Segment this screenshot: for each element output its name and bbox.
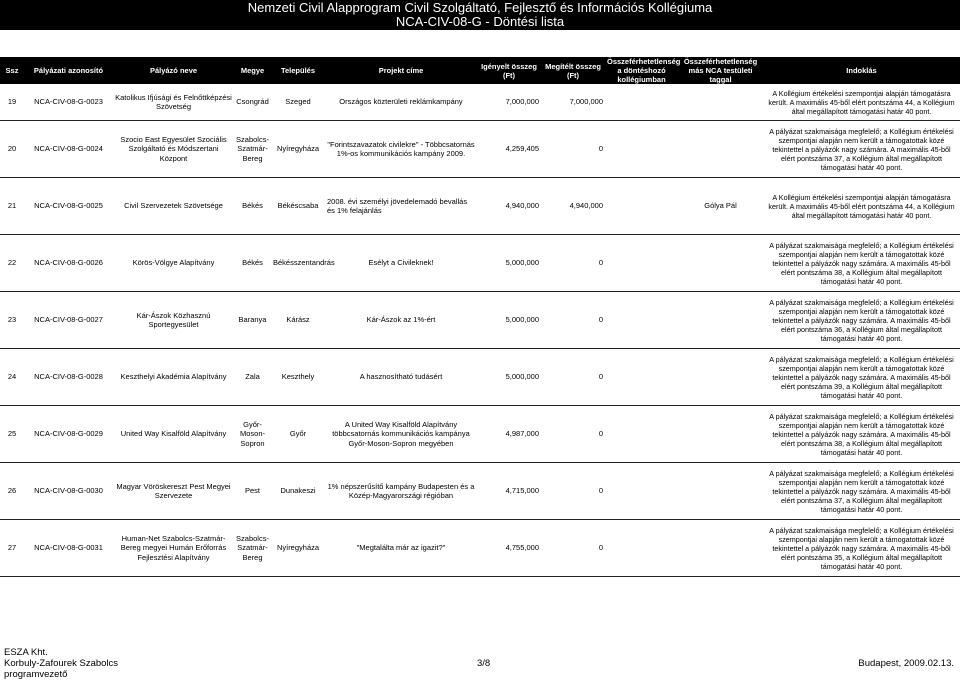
conflict-board-cell bbox=[605, 463, 678, 520]
column-header: Megítélt összeg (Ft) bbox=[541, 57, 605, 84]
table-row bbox=[0, 235, 960, 292]
county-cell: Szabolcs-Szatmár-Bereg bbox=[234, 520, 271, 577]
town-cell: Kárász bbox=[271, 292, 325, 349]
conflict-board-cell bbox=[605, 292, 678, 349]
conflict-other-cell bbox=[678, 406, 763, 463]
justification-cell: A pályázat szakmaisága megfelelő; a Kollégium értékelési szempontjai alapján nem került a támogatottak közé tekintettel a pályázók nagy számára. A maximális 45-ből elért pontszáma 37, a Kollégium által megállapított támogatási határ 40 pont. bbox=[763, 463, 960, 520]
conflict-other-cell: Gólya Pál bbox=[678, 178, 763, 235]
column-header: Igényelt összeg (Ft) bbox=[477, 57, 541, 84]
conflict-board-cell bbox=[605, 349, 678, 406]
table-row bbox=[0, 84, 960, 121]
project-cell: A hasznosítható tudásért bbox=[325, 349, 477, 406]
granted-amount-cell: 7,000,000 bbox=[541, 84, 605, 121]
table-row bbox=[0, 520, 960, 577]
town-cell: Dunakeszi bbox=[271, 463, 325, 520]
column-header: Település bbox=[271, 57, 325, 84]
decision-table bbox=[0, 57, 960, 577]
conflict-other-cell bbox=[678, 349, 763, 406]
applicant-cell: United Way Kisalföld Alapítvány bbox=[113, 406, 234, 463]
requested-amount-cell: 4,940,000 bbox=[477, 178, 541, 235]
requested-amount-cell: 5,000,000 bbox=[477, 349, 541, 406]
footer-role: programvezető bbox=[4, 669, 68, 680]
ssz-cell: 22 bbox=[0, 235, 24, 292]
justification-cell: A pályázat szakmaisága megfelelő; a Kollégium értékelési szempontjai alapján nem került a támogatottak közé tekintettel a pályázók nagy számára. A maximális 45-ből elért pontszáma 38, a Kollégium által megállapított támogatási határ 40 pont. bbox=[763, 235, 960, 292]
requested-amount-cell: 5,000,000 bbox=[477, 235, 541, 292]
project-cell: 2008. évi személyi jövedelemadó bevallás és 1% felajánlás bbox=[325, 178, 477, 235]
document-subtitle: NCA-CIV-08-G - Döntési lista bbox=[395, 14, 565, 29]
project-cell: "Forintszavazatok civilekre" - Többcsatornás 1%-os kommunikációs kampány 2009. bbox=[325, 121, 477, 178]
town-cell: Békésszentandrás bbox=[271, 235, 325, 292]
table-row bbox=[0, 406, 960, 463]
applicant-cell: Civil Szervezetek Szövetsége bbox=[113, 178, 234, 235]
table-row bbox=[0, 121, 960, 178]
county-cell: Baranya bbox=[234, 292, 271, 349]
justification-cell: A pályázat szakmaisága megfelelő; a Kollégium értékelési szempontjai alapján nem került a támogatottak közé tekintettel a pályázók nagy számára. A maximális 45-ből elért pontszáma 35, a Kollégium által megállapított támogatási határ 40 pont. bbox=[763, 520, 960, 577]
project-cell: Kár-Ászok az 1%-ért bbox=[325, 292, 477, 349]
conflict-other-cell bbox=[678, 84, 763, 121]
conflict-board-cell bbox=[605, 406, 678, 463]
granted-amount-cell: 0 bbox=[541, 463, 605, 520]
conflict-other-cell bbox=[678, 235, 763, 292]
conflict-other-cell bbox=[678, 121, 763, 178]
town-cell: Nyíregyháza bbox=[271, 520, 325, 577]
id-cell: NCA-CIV-08-G-0030 bbox=[24, 463, 113, 520]
column-header: Ssz bbox=[0, 57, 24, 84]
id-cell: NCA-CIV-08-G-0027 bbox=[24, 292, 113, 349]
conflict-board-cell bbox=[605, 121, 678, 178]
granted-amount-cell: 4,940,000 bbox=[541, 178, 605, 235]
column-header: Projekt címe bbox=[325, 57, 477, 84]
county-cell: Szabolcs-Szatmár-Bereg bbox=[234, 121, 271, 178]
requested-amount-cell: 4,259,405 bbox=[477, 121, 541, 178]
granted-amount-cell: 0 bbox=[541, 235, 605, 292]
table-row bbox=[0, 178, 960, 235]
footer-person: Korbuly-Zafourek Szabolcs bbox=[4, 658, 119, 669]
justification-cell: A pályázat szakmaisága megfelelő; a Kollégium értékelési szempontjai alapján nem került a támogatottak közé tekintettel a pályázók nagy számára. A maximális 45-ből elért pontszáma 36, a Kollégium által megállapított támogatási határ 40 pont. bbox=[763, 292, 960, 349]
table-row bbox=[0, 349, 960, 406]
town-cell: Keszthely bbox=[271, 349, 325, 406]
county-cell: Békés bbox=[234, 235, 271, 292]
project-cell: A United Way Kisalföld Alapítvány többcsatornás kommunikációs kampánya Győr-Moson-Sopron megyében bbox=[325, 406, 477, 463]
applicant-cell: Katolikus Ifjúsági és Felnőttképzési Szövetség bbox=[113, 84, 234, 121]
column-header: Pályázó neve bbox=[113, 57, 234, 84]
applicant-cell: Szocio East Egyesület Szociális Szolgáltató és Módszertani Központ bbox=[113, 121, 234, 178]
justification-cell: A pályázat szakmaisága megfelelő; a Kollégium értékelési szempontjai alapján nem került a támogatottak közé tekintettel a pályázók nagy számára. A maximális 45-ből elért pontszáma 39, a Kollégium által megállapított támogatási határ 40 pont. bbox=[763, 349, 960, 406]
county-cell: Pest bbox=[234, 463, 271, 520]
table-row bbox=[0, 292, 960, 349]
page-number: 3/8 bbox=[477, 658, 491, 669]
applicant-cell: Human-Net Szabolcs-Szatmár-Bereg megyei Humán Erőforrás Fejlesztési Alapítvány bbox=[113, 520, 234, 577]
conflict-board-cell bbox=[605, 235, 678, 292]
id-cell: NCA-CIV-08-G-0029 bbox=[24, 406, 113, 463]
id-cell: NCA-CIV-08-G-0031 bbox=[24, 520, 113, 577]
id-cell: NCA-CIV-08-G-0026 bbox=[24, 235, 113, 292]
conflict-board-cell bbox=[605, 520, 678, 577]
ssz-cell: 20 bbox=[0, 121, 24, 178]
town-cell: Szeged bbox=[271, 84, 325, 121]
id-cell: NCA-CIV-08-G-0028 bbox=[24, 349, 113, 406]
town-cell: Nyíregyháza bbox=[271, 121, 325, 178]
justification-cell: A Kollégium értékelési szempontjai alapján támogatásra került. A maximális 45-ből elért pontszáma 44, a Kollégium által megállapított támogatási határ 40 pont. bbox=[763, 84, 960, 121]
granted-amount-cell: 0 bbox=[541, 292, 605, 349]
requested-amount-cell: 4,715,000 bbox=[477, 463, 541, 520]
requested-amount-cell: 7,000,000 bbox=[477, 84, 541, 121]
document-title: Nemzeti Civil Alapprogram Civil Szolgáltató, Fejlesztő és Információs Kollégiuma bbox=[247, 0, 713, 15]
table-row bbox=[0, 463, 960, 520]
ssz-cell: 21 bbox=[0, 178, 24, 235]
column-header: Összeférhetetlenség a döntéshozó kollégiumban bbox=[607, 57, 681, 84]
conflict-other-cell bbox=[678, 292, 763, 349]
justification-cell: A pályázat szakmaisága megfelelő; a Kollégium értékelési szempontjai alapján nem került a támogatottak közé tekintettel a pályázók nagy számára. A maximális 45-ből elért pontszáma 37, a Kollégium által megállapított támogatási határ 40 pont. bbox=[763, 121, 960, 178]
ssz-cell: 27 bbox=[0, 520, 24, 577]
applicant-cell: Magyar Vöröskereszt Pest Megyei Szervezete bbox=[113, 463, 234, 520]
project-cell: "Megtalálta már az igazit?" bbox=[325, 520, 477, 577]
project-cell: Esélyt a Civileknek! bbox=[325, 235, 477, 292]
project-cell: 1% népszerűsítő kampány Budapesten és a Közép-Magyarországi régióban bbox=[325, 463, 477, 520]
id-cell: NCA-CIV-08-G-0025 bbox=[24, 178, 113, 235]
granted-amount-cell: 0 bbox=[541, 121, 605, 178]
town-cell: Békéscsaba bbox=[271, 178, 325, 235]
county-cell: Csongrád bbox=[234, 84, 271, 121]
id-cell: NCA-CIV-08-G-0023 bbox=[24, 84, 113, 121]
conflict-board-cell bbox=[605, 178, 678, 235]
justification-cell: A Kollégium értékelési szempontjai alapján támogatásra került. A maximális 45-ből elért pontszáma 44, a Kollégium által megállapított támogatási határ 40 pont. bbox=[763, 178, 960, 235]
requested-amount-cell: 5,000,000 bbox=[477, 292, 541, 349]
granted-amount-cell: 0 bbox=[541, 520, 605, 577]
conflict-board-cell bbox=[605, 84, 678, 121]
column-header: Pályázati azonosító bbox=[24, 57, 113, 84]
applicant-cell: Körös-Völgye Alapítvány bbox=[113, 235, 234, 292]
town-cell: Győr bbox=[271, 406, 325, 463]
footer-org: ESZA Kht. bbox=[4, 647, 48, 658]
county-cell: Zala bbox=[234, 349, 271, 406]
id-cell: NCA-CIV-08-G-0024 bbox=[24, 121, 113, 178]
page-footer bbox=[4, 647, 956, 680]
granted-amount-cell: 0 bbox=[541, 406, 605, 463]
applicant-cell: Kár-Ászok Közhasznú Sportegyesület bbox=[113, 292, 234, 349]
ssz-cell: 19 bbox=[0, 84, 24, 121]
column-header: Összeférhetetlenség más NCA testületi taggal bbox=[678, 57, 763, 84]
requested-amount-cell: 4,755,000 bbox=[477, 520, 541, 577]
footer-date: Budapest, 2009.02.13. bbox=[858, 658, 954, 669]
county-cell: Békés bbox=[234, 178, 271, 235]
column-header: Megye bbox=[234, 57, 271, 84]
ssz-cell: 24 bbox=[0, 349, 24, 406]
project-cell: Országos közterületi reklámkampány bbox=[325, 84, 477, 121]
ssz-cell: 25 bbox=[0, 406, 24, 463]
ssz-cell: 23 bbox=[0, 292, 24, 349]
table-header-row bbox=[0, 57, 960, 84]
document-header bbox=[0, 0, 960, 30]
county-cell: Győr-Moson-Sopron bbox=[234, 406, 271, 463]
applicant-cell: Keszthelyi Akadémia Alapítvány bbox=[113, 349, 234, 406]
ssz-cell: 26 bbox=[0, 463, 24, 520]
column-header: Indoklás bbox=[763, 57, 960, 84]
granted-amount-cell: 0 bbox=[541, 349, 605, 406]
conflict-other-cell bbox=[678, 520, 763, 577]
requested-amount-cell: 4,987,000 bbox=[477, 406, 541, 463]
justification-cell: A pályázat szakmaisága megfelelő; a Kollégium értékelési szempontjai alapján nem került a támogatottak közé tekintettel a pályázók nagy számára. A maximális 45-ből elért pontszáma 38, a Kollégium által megállapított támogatási határ 40 pont. bbox=[763, 406, 960, 463]
conflict-other-cell bbox=[678, 463, 763, 520]
